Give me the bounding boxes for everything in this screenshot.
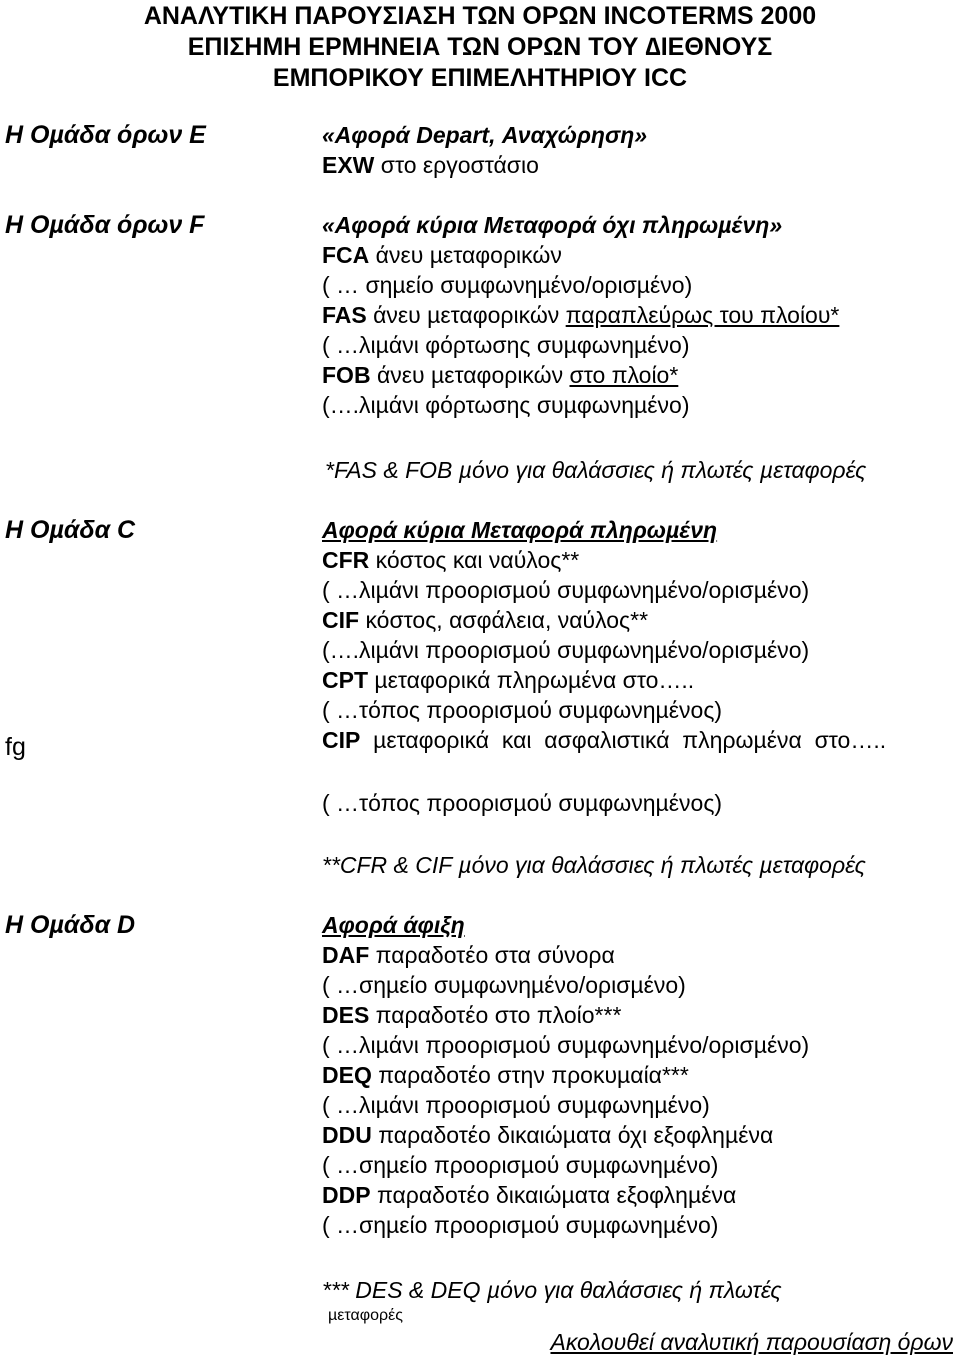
term-fob [322, 360, 839, 390]
term-text: κόστος, ασφάλεια, ναύλος** [359, 607, 649, 633]
term-place: (….λιµάνι φόρτωσης συµφωνηµένο) [322, 392, 690, 418]
term-place: ( …σηµείο συµφωνηµένο/ορισµένο) [322, 972, 686, 998]
term-place: ( …σηµείο προορισµού συµφωνηµένο) [322, 1212, 719, 1238]
term-text: µεταφορικά πληρωµένα στο….. [368, 667, 695, 693]
group-d-heading: Αφορά άφιξη [322, 912, 465, 938]
term-code: FCA [322, 242, 370, 268]
title-line-2: ΕΠΙΣΗΜΗ ΕΡΜΗΝΕΙΑ ΤΩΝ ΟΡΩΝ ΤΟΥ ∆ΙΕΘΝΟΥΣ [187, 33, 773, 61]
term-text: άνευ µεταφορικών [370, 362, 570, 388]
term-daf [322, 940, 809, 970]
term-des [322, 1000, 809, 1030]
term-code: CPT [322, 667, 368, 693]
term-text: άνευ µεταφορικών [366, 302, 566, 328]
term-place: ( …σηµείο προορισµού συµφωνηµένο) [322, 1152, 719, 1178]
group-c-label: Η Οµάδα C [5, 516, 136, 544]
term-code: FOB [322, 362, 371, 388]
term-code: DDU [322, 1122, 372, 1148]
title-line-3: ΕΜΠΟΡΙΚΟΥ ΕΠΙΜΕΛΗΤΗΡΙΟΥ ICC [272, 64, 688, 92]
term-text: παραδοτέο δικαιώµατα εξοφληµένα [370, 1182, 737, 1208]
term-place: ( …λιµάνι φόρτωσης συµφωνηµένο) [322, 332, 690, 358]
term-code: CIF [322, 607, 360, 633]
term-place: ( …λιµάνι προορισµού συµφωνηµένο/ορισµένο) [322, 1032, 810, 1058]
group-d-note-continuation: µεταφορές [328, 1307, 403, 1324]
term-code: DDP [322, 1182, 371, 1208]
term-underlined: στο πλοίο* [569, 362, 679, 388]
term-cfr [322, 545, 886, 575]
term-code: DES [322, 1002, 370, 1028]
term-ddu [322, 1120, 809, 1150]
follow-link: Ακολουθεί αναλυτική παρουσίαση όρων [550, 1329, 953, 1355]
term-fas [322, 300, 839, 330]
group-e-label: Η Οµάδα όρων Ε [5, 121, 206, 149]
term-text: παραδοτέο δικαιώµατα όχι εξοφληµένα [371, 1122, 774, 1148]
term-cif [322, 605, 886, 635]
term-place: ( …λιµάνι προορισµού συµφωνηµένο/ορισµένο) [322, 577, 810, 603]
group-d-note: *** DES & DEQ µόνο για θαλάσσιες ή πλωτές [322, 1277, 782, 1303]
title-line-1: ΑΝΑΛΥΤΙΚΗ ΠΑΡΟΥΣΙΑΣΗ ΤΩΝ ΟΡΩΝ INCOTERMS 2000 [143, 2, 817, 30]
group-f-heading: «Αφορά κύρια Μεταφορά όχι πληρωµένη» [322, 212, 783, 238]
group-d-label: Η Οµάδα D [5, 911, 136, 939]
term-place: ( …τόπος προορισµού συµφωνηµένος) [322, 790, 723, 816]
term-code: FAS [322, 302, 367, 328]
term-underlined: παραπλεύρως του πλοίου* [565, 302, 840, 328]
term-cip [322, 725, 886, 755]
term-code: EXW [322, 152, 375, 178]
term-text: στο εργοστάσιο [374, 152, 539, 178]
term-code: CIP [322, 727, 361, 753]
term-text: µεταφορικά και ασφαλιστικά πληρωµένα στο….. [360, 727, 887, 753]
group-f-block [322, 210, 839, 420]
term-text: παραδοτέο στο πλοίο*** [369, 1002, 622, 1028]
term-text: κόστος και ναύλος** [369, 547, 580, 573]
term-place: ( …τόπος προορισµού συµφωνηµένος) [322, 697, 723, 723]
group-f-note: *FAS & FOB µόνο για θαλάσσιες ή πλωτές µεταφορές [325, 457, 867, 483]
group-c-block [322, 515, 886, 755]
side-text: fg [5, 733, 26, 761]
group-c-note: **CFR & CIF µόνο για θαλάσσιες ή πλωτές µεταφορές [322, 852, 866, 878]
term-exw [322, 150, 647, 180]
document-title [0, 1, 960, 94]
term-place: ( …λιµάνι προορισµού συµφωνηµένο) [322, 1092, 710, 1118]
term-code: DAF [322, 942, 370, 968]
term-ddp [322, 1180, 809, 1210]
group-c-last-line [322, 788, 722, 818]
group-e-heading: «Αφορά Depart, Αναχώρηση» [322, 122, 648, 148]
term-text: παραδοτέο στα σύνορα [369, 942, 615, 968]
term-text: παραδοτέο στην προκυµαία*** [371, 1062, 689, 1088]
group-e-block [322, 120, 647, 180]
term-deq [322, 1060, 809, 1090]
term-cpt [322, 665, 886, 695]
group-f-label: Η Οµάδα όρων F [5, 211, 205, 239]
term-fca [322, 240, 839, 270]
term-code: CFR [322, 547, 370, 573]
term-code: DEQ [322, 1062, 372, 1088]
group-c-heading: Αφορά κύρια Μεταφορά πληρωµένη [322, 517, 718, 543]
term-place: ( … σηµείο συµφωνηµένο/ορισµένο) [322, 272, 693, 298]
group-d-block [322, 910, 809, 1240]
term-place: (….λιµάνι προορισµού συµφωνηµένο/ορισµένο) [322, 637, 810, 663]
term-text: άνευ µεταφορικών [369, 242, 562, 268]
